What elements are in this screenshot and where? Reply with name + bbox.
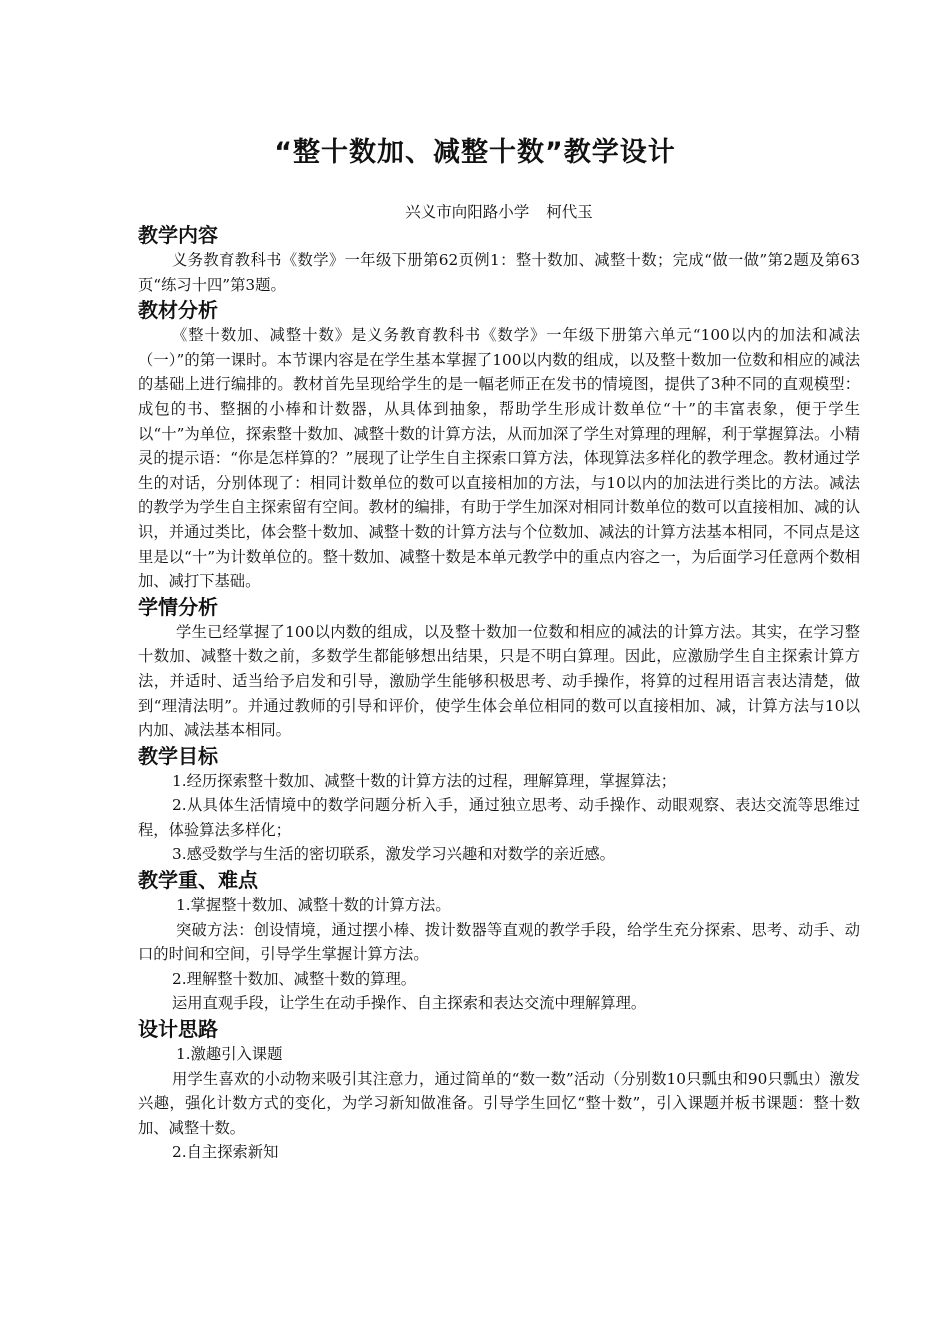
section-heading: 教材分析 xyxy=(138,298,218,323)
section-heading: 教学目标 xyxy=(138,743,218,768)
key-point-item: 2.理解整十数加、减整十数的算理。 xyxy=(172,969,417,988)
paragraph: 学生已经掌握了100以内数的组成，以及整十数加一位数和相应的减法的计算方法。其实，在学习整十数加、减整十数之前，多数学生都能够想出结果，只是不明白算理。因此，应激励学生自主探索计算方法，并适时、适当给予启发和引导，激励学生能够积极思考、动手操作，将算的过程用语言表达清楚，做到“理清法明”。并通过教师的引导和评价，使学生体会单位相同的数可以直接相加、减，计算方法与10以内加、减法基本相同。 xyxy=(138,622,860,740)
goal-item: 2.从具体生活情境中的数学问题分析入手，通过独立思考、动手操作、动眼观察、表达交流等思维过程，体验算法多样化； xyxy=(138,796,860,839)
section-teaching-content xyxy=(138,222,860,297)
paragraph: 用学生喜欢的小动物来吸引其注意力，通过简单的“数一数”活动（分别数10只瓢虫和90只瓢虫）激发兴趣，强化计数方式的变化，为学习新知做准备。引导学生回忆“整十数”，引入课题并板书课题：整十数加、减整十数。 xyxy=(138,1069,860,1137)
goal-item: 1.经历探索整十数加、减整十数的计算方法的过程，理解算理，掌握算法； xyxy=(172,771,677,790)
section-design-ideas xyxy=(138,1016,860,1165)
section-material-analysis xyxy=(138,297,860,594)
author-name: 柯代玉 xyxy=(546,203,593,221)
paragraph: 突破方法：创设情境，通过摆小棒、拨计数器等直观的教学手段，给学生充分探索、思考、动手、动口的时间和空间，引导学生掌握计算方法。 xyxy=(138,920,860,964)
paragraph: 《整十数加、减整十数》是义务教育教科书《数学》一年级下册第六单元“100以内的加法和减法（一）”的第一课时。本节课内容是在学生基本掌握了100以内数的组成，以及整十数加一位数和相应的减法的基础上进行编排的。教材首先呈现给学生的是一幅老师正在发书的情境图，提供了3种不同的直观模型：成包的书、整捆的小棒和计数器，从具体到抽象，帮助学生形成计数单位“十”的丰富表象，便于学生以“十”为单位，探索整十数加、减整十数的计算方法，从而加深了学生对算理的理解，利于掌握算法。小精灵的提示语：“你是怎样算的？”展现了让学生自主探索口算方法，体现算法多样化的教学理念。教材通过学生的对话，分别体现了：相同计数单位的数可以直接相加的方法，与10以内的加法进行类比的方法。减法的教学为学生自主探索留有空间。教材的编排，有助于学生加深对相同计数单位的数可以直接相加、减的认识，并通过类比，体会整十数加、减整十数的计算方法与个位数加、减法的计算方法基本相同，不同点是这里是以“十”为计数单位的。整十数加、减整十数是本单元教学中的重点内容之一，为后面学习任意两个数相加、减打下基础。 xyxy=(138,326,860,591)
paragraph: 义务教育教科书《数学》一年级下册第62页例1：整十数加、减整十数；完成“做一做”第2题及第63页“练习十四”第3题。 xyxy=(138,251,860,294)
section-heading: 教学内容 xyxy=(138,223,218,247)
paragraph: 运用直观手段，让学生在动手操作、自主探索和表达交流中理解算理。 xyxy=(172,994,647,1013)
design-step: 1.激趣引入课题 xyxy=(176,1045,283,1064)
author-line xyxy=(0,200,950,222)
section-heading: 设计思路 xyxy=(138,1017,218,1042)
key-point-item: 1.掌握整十数加、减整十数的计算方法。 xyxy=(176,896,451,915)
author-school: 兴义市向阳路小学 xyxy=(405,203,530,221)
section-heading: 教学重、难点 xyxy=(138,868,258,893)
goal-item: 3.感受数学与生活的密切联系，激发学习兴趣和对数学的亲近感。 xyxy=(172,845,615,864)
section-student-analysis xyxy=(138,594,860,743)
design-step: 2.自主探索新知 xyxy=(172,1143,279,1162)
document-body xyxy=(138,222,860,1165)
section-key-points xyxy=(138,867,860,1016)
document-title: “整十数加、减整十数”教学设计 xyxy=(274,137,676,168)
section-heading: 学情分析 xyxy=(138,594,218,619)
section-teaching-goals xyxy=(138,743,860,867)
